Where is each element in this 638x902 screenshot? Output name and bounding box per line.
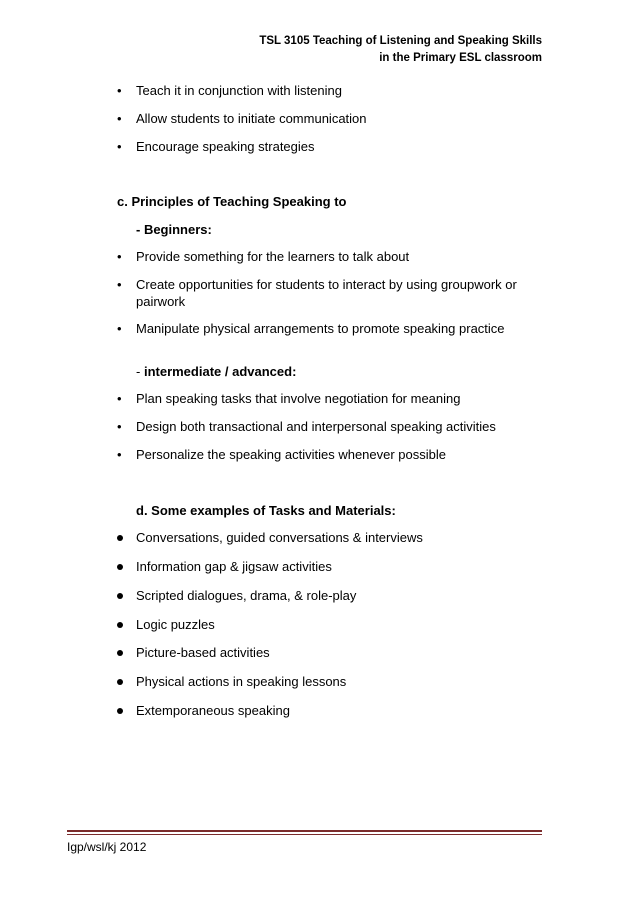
list-item: Scripted dialogues, drama, & role-play (136, 588, 357, 603)
list-item: Plan speaking tasks that involve negotiation for meaning (136, 391, 461, 406)
bullet-icon: • (117, 321, 122, 336)
bullet-icon (117, 593, 123, 599)
list-item: Extemporaneous speaking (136, 703, 290, 718)
bullet-icon (117, 564, 123, 570)
bullet-icon: • (117, 391, 122, 406)
list-item: Information gap & jigsaw activities (136, 559, 332, 574)
list-item: Design both transactional and interpersonal speaking activities (136, 419, 496, 434)
list-item: Logic puzzles (136, 617, 215, 632)
bullet-icon: • (117, 419, 122, 434)
header-subtitle: in the Primary ESL classroom (379, 52, 542, 64)
list-item: Physical actions in speaking lessons (136, 674, 347, 689)
list-item: Encourage speaking strategies (136, 139, 315, 154)
intermediate-heading-row (136, 363, 296, 380)
bullet-icon (117, 708, 123, 714)
section-d-title: d. Some examples of Tasks and Materials: (136, 503, 396, 518)
intermediate-heading: intermediate / advanced: (143, 364, 297, 379)
footer-divider-thin (67, 834, 542, 835)
bullet-icon: • (117, 249, 122, 264)
list-item: Provide something for the learners to talk about (136, 249, 410, 264)
list-item: Picture-based activities (136, 645, 270, 660)
footer-divider (67, 830, 542, 832)
list-item: Conversations, guided conversations & interviews (136, 530, 423, 545)
intermediate-prefix: - (136, 364, 144, 379)
bullet-icon (117, 535, 123, 541)
list-item: Personalize the speaking activities whenever possible (136, 447, 447, 462)
bullet-icon: • (117, 139, 122, 154)
header-course-title: TSL 3105 Teaching of Listening and Speaking Skills (259, 35, 542, 47)
page-header (122, 33, 542, 67)
bullet-icon: • (117, 83, 122, 98)
bullet-icon: • (117, 277, 122, 292)
list-item-continuation: pairwork (136, 294, 186, 309)
section-c-title: c. Principles of Teaching Speaking to (117, 194, 347, 209)
beginners-heading: - Beginners: (136, 222, 212, 237)
bullet-icon (117, 622, 123, 628)
footer-text: Igp/wsl/kj 2012 (67, 840, 147, 854)
list-item: Allow students to initiate communication (136, 111, 367, 126)
list-item: Teach it in conjunction with listening (136, 83, 342, 98)
list-item: Create opportunities for students to interact by using groupwork or (136, 277, 517, 292)
bullet-icon: • (117, 111, 122, 126)
list-item: Manipulate physical arrangements to promote speaking practice (136, 321, 505, 336)
bullet-icon (117, 650, 123, 656)
bullet-icon: • (117, 447, 122, 462)
bullet-icon (117, 679, 123, 685)
